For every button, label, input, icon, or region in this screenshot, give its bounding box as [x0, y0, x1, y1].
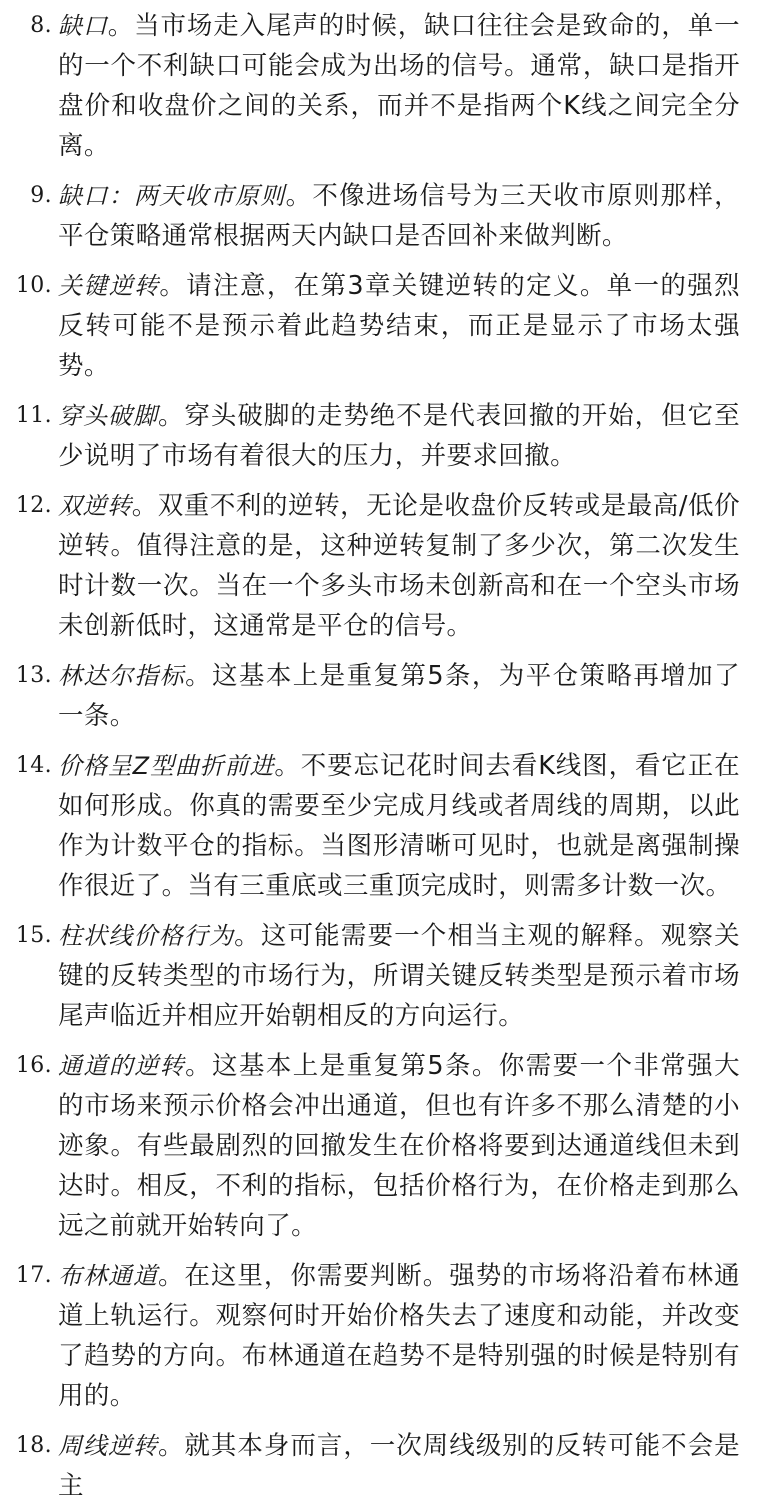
item-separator: 。: [234, 921, 261, 951]
item-text: 穿头破脚的走势绝不是代表回撤的开始，但它至少说明了市场有着很大的压力，并要求回撤。: [58, 401, 740, 471]
item-separator: 。: [107, 11, 135, 41]
item-text: 就其本身而言，一次周线级别的反转可能不会是主: [58, 1431, 740, 1501]
list-item: [0, 1426, 740, 1506]
list-item: [0, 1256, 740, 1416]
item-separator: 。: [159, 271, 187, 301]
item-term: 价格呈Z型曲折前进: [58, 752, 275, 780]
item-separator: 。: [274, 751, 301, 781]
item-term: 缺口：两天收市原则: [58, 182, 286, 210]
item-number: 12.: [15, 493, 52, 518]
item-separator: 。: [157, 1431, 185, 1461]
item-number: 10.: [15, 273, 52, 298]
item-term: 林达尔指标: [58, 662, 186, 690]
item-text: 这基本上是重复第5条，为平仓策略再增加了一条。: [58, 661, 740, 731]
list-item: [0, 396, 740, 476]
item-number: 13.: [15, 663, 52, 688]
item-number: 15.: [15, 923, 52, 948]
item-term: 通道的逆转: [58, 1052, 186, 1080]
item-number: 11.: [15, 403, 52, 428]
item-separator: 。: [157, 401, 185, 431]
item-number: 16.: [15, 1053, 52, 1078]
item-number: 14.: [15, 753, 52, 778]
list-item: [0, 916, 740, 1036]
item-term: 关键逆转: [58, 272, 160, 300]
item-number: 9.: [30, 183, 52, 208]
item-text: 不像进场信号为三天收市原则那样，平仓策略通常根据两天内缺口是否回补来做判断。: [58, 181, 741, 251]
item-separator: 。: [185, 1051, 212, 1081]
item-text: 这基本上是重复第5条。你需要一个非常强大的市场来预示价格会冲出通道，但也有许多不那么清楚的小迹象。有些最剧烈的回撤发生在价格将要到达通道线但未到达时。相反，不利的指标，包括价格行为，在价格走到那么远之前就开始转向了。: [58, 1051, 740, 1241]
list-item: [0, 486, 740, 646]
list-item: [0, 746, 740, 906]
item-term: 穿头破脚: [58, 402, 158, 430]
item-term: 缺口: [58, 12, 108, 40]
item-separator: 。: [185, 661, 212, 691]
item-text: 请注意，在第3章关键逆转的定义。单一的强烈反转可能不是预示着此趋势结束，而正是显示了市场太强势。: [58, 271, 740, 381]
list-item: [0, 6, 740, 166]
item-text: 不要忘记花时间去看K线图，看它正在如何形成。你真的需要至少完成月线或者周线的周期，以此作为计数平仓的指标。当图形清晰可见时，也就是离强制操作很近了。当有三重底或三重顶完成时，则需多计数一次。: [58, 751, 740, 901]
item-term: 柱状线价格行为: [58, 922, 235, 950]
item-number: 17.: [15, 1263, 52, 1288]
item-number: 8.: [30, 13, 52, 38]
item-text: 当市场走入尾声的时候，缺口往往会是致命的，单一的一个不利缺口可能会成为出场的信号。通常，缺口是指开盘价和收盘价之间的关系，而并不是指两个K线之间完全分离。: [58, 11, 740, 161]
list-item: [0, 266, 740, 386]
item-number: 18.: [15, 1433, 52, 1458]
item-text: 这可能需要一个相当主观的解释。观察关键的反转类型的市场行为，所谓关键反转类型是预示着市场尾声临近并相应开始朝相反的方向运行。: [58, 921, 741, 1031]
item-text: 在这里，你需要判断。强势的市场将沿着布林通道上轨运行。观察何时开始价格失去了速度和动能，并改变了趋势的方向。布林通道在趋势不是特别强的时候是特别有用的。: [58, 1261, 740, 1411]
item-term: 周线逆转: [58, 1432, 158, 1460]
item-term: 布林通道: [58, 1262, 158, 1290]
item-text: 双重不利的逆转，无论是收盘价反转或是最高/低价逆转。值得注意的是，这种逆转复制了多少次，第二次发生时计数一次。当在一个多头市场未创新高和在一个空头市场未创新低时，这通常是平仓的信号。: [58, 491, 741, 641]
item-separator: 。: [285, 181, 313, 211]
list-item: [0, 1046, 740, 1246]
item-separator: 。: [157, 1261, 185, 1291]
item-term: 双逆转: [58, 492, 132, 520]
list-item: [0, 176, 740, 256]
list-item: [0, 656, 740, 736]
item-separator: 。: [131, 491, 158, 521]
